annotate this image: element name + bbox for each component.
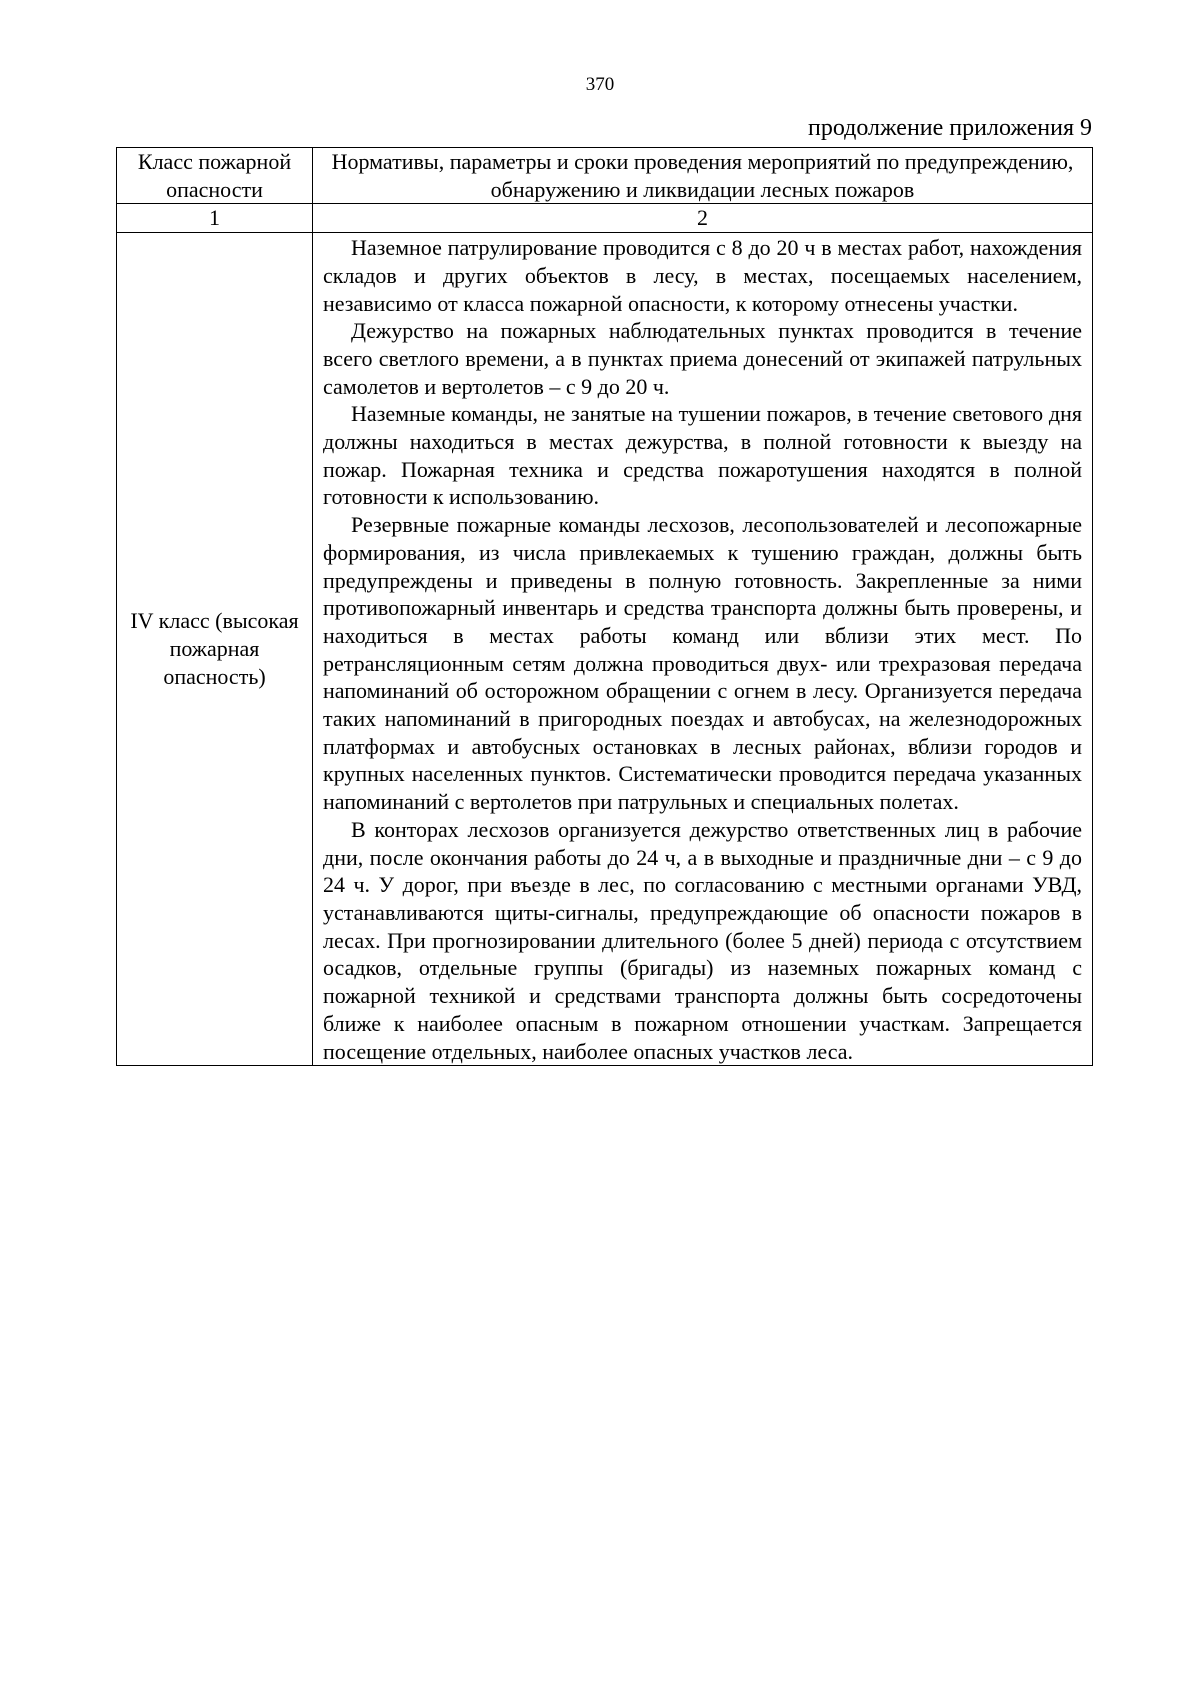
column-number-1: 1 [117, 204, 313, 233]
measures-paragraph: В конторах лесхозов организуется дежурство ответственных лиц в рабочие дни, после окончания работы до 24 ч, а в выходные и праздничные дни – с 9 до 24 ч. У дорог, при въезде в лес, по согласованию с местными органами УВД, устанавливаются щиты-сигналы, предупреждающие об опасности пожаров в лесах. При прогнозировании длительного (более 5 дней) периода с отсутствием осадков, отдельные группы (бригады) из наземных пожарных команд с пожарной техникой и средствами транспорта должны быть сосредоточены ближе к наиболее опасным в пожарном отношении участкам. Запрещается посещение отдельных, наиболее опасных участков леса. [323, 816, 1082, 1064]
fire-measures-table [116, 147, 1093, 1066]
column-number-2: 2 [313, 204, 1093, 233]
measures-cell [313, 233, 1093, 1066]
column-number-row [117, 204, 1093, 233]
measures-paragraph: Наземное патрулирование проводится с 8 до 20 ч в местах работ, нахождения складов и других объектов в лесу, в местах, посещаемых населением, независимо от класса пожарной опасности, к которому отнесены участки. [323, 235, 1082, 316]
table-row [117, 233, 1093, 1066]
page-number: 370 [585, 74, 615, 95]
measures-paragraph: Дежурство на пожарных наблюдательных пунктах проводится в течение всего светлого времени, а в пунктах приема донесений от экипажей патрульных самолетов и вертолетов – с 9 до 20 ч. [323, 318, 1082, 399]
header-measures: Нормативы, параметры и сроки проведения мероприятий по предупреждению, обнаружению и ликвидации лесных пожаров [313, 148, 1093, 204]
fire-class-cell: IV класс (высокая пожарная опасность) [117, 233, 313, 1066]
appendix-continuation-label: продолжение приложения 9 [808, 115, 1092, 141]
measures-paragraph: Наземные команды, не занятые на тушении пожаров, в течение светового дня должны находиться в местах дежурства, в полной готовности к выезду на пожар. Пожарная техника и средства пожаротушения находятся в полной готовности к использованию. [323, 401, 1082, 510]
table-header-row [117, 148, 1093, 204]
header-fire-class: Класс пожарной опасности [117, 148, 313, 204]
measures-paragraph: Резервные пожарные команды лесхозов, лесопользователей и лесопожарные формирования, из числа привлекаемых к тушению граждан, должны быть предупреждены и приведены в полную готовность. Закрепленные за ними противопожарный инвентарь и средства транспорта должны быть проверены, и находиться в местах работы команд или вблизи этих мест. По ретрансляционным сетям должна проводиться двух- или трехразовая передача напоминаний об осторожном обращении с огнем в лесу. Организуется передача таких напоминаний в пригородных поездах и автобусах, на железнодорожных платформах и автобусных остановках в лесных районах, вблизи городов и крупных населенных пунктов. Систематически проводится передача указанных напоминаний с вертолетов при патрульных и специальных полетах. [323, 512, 1082, 815]
